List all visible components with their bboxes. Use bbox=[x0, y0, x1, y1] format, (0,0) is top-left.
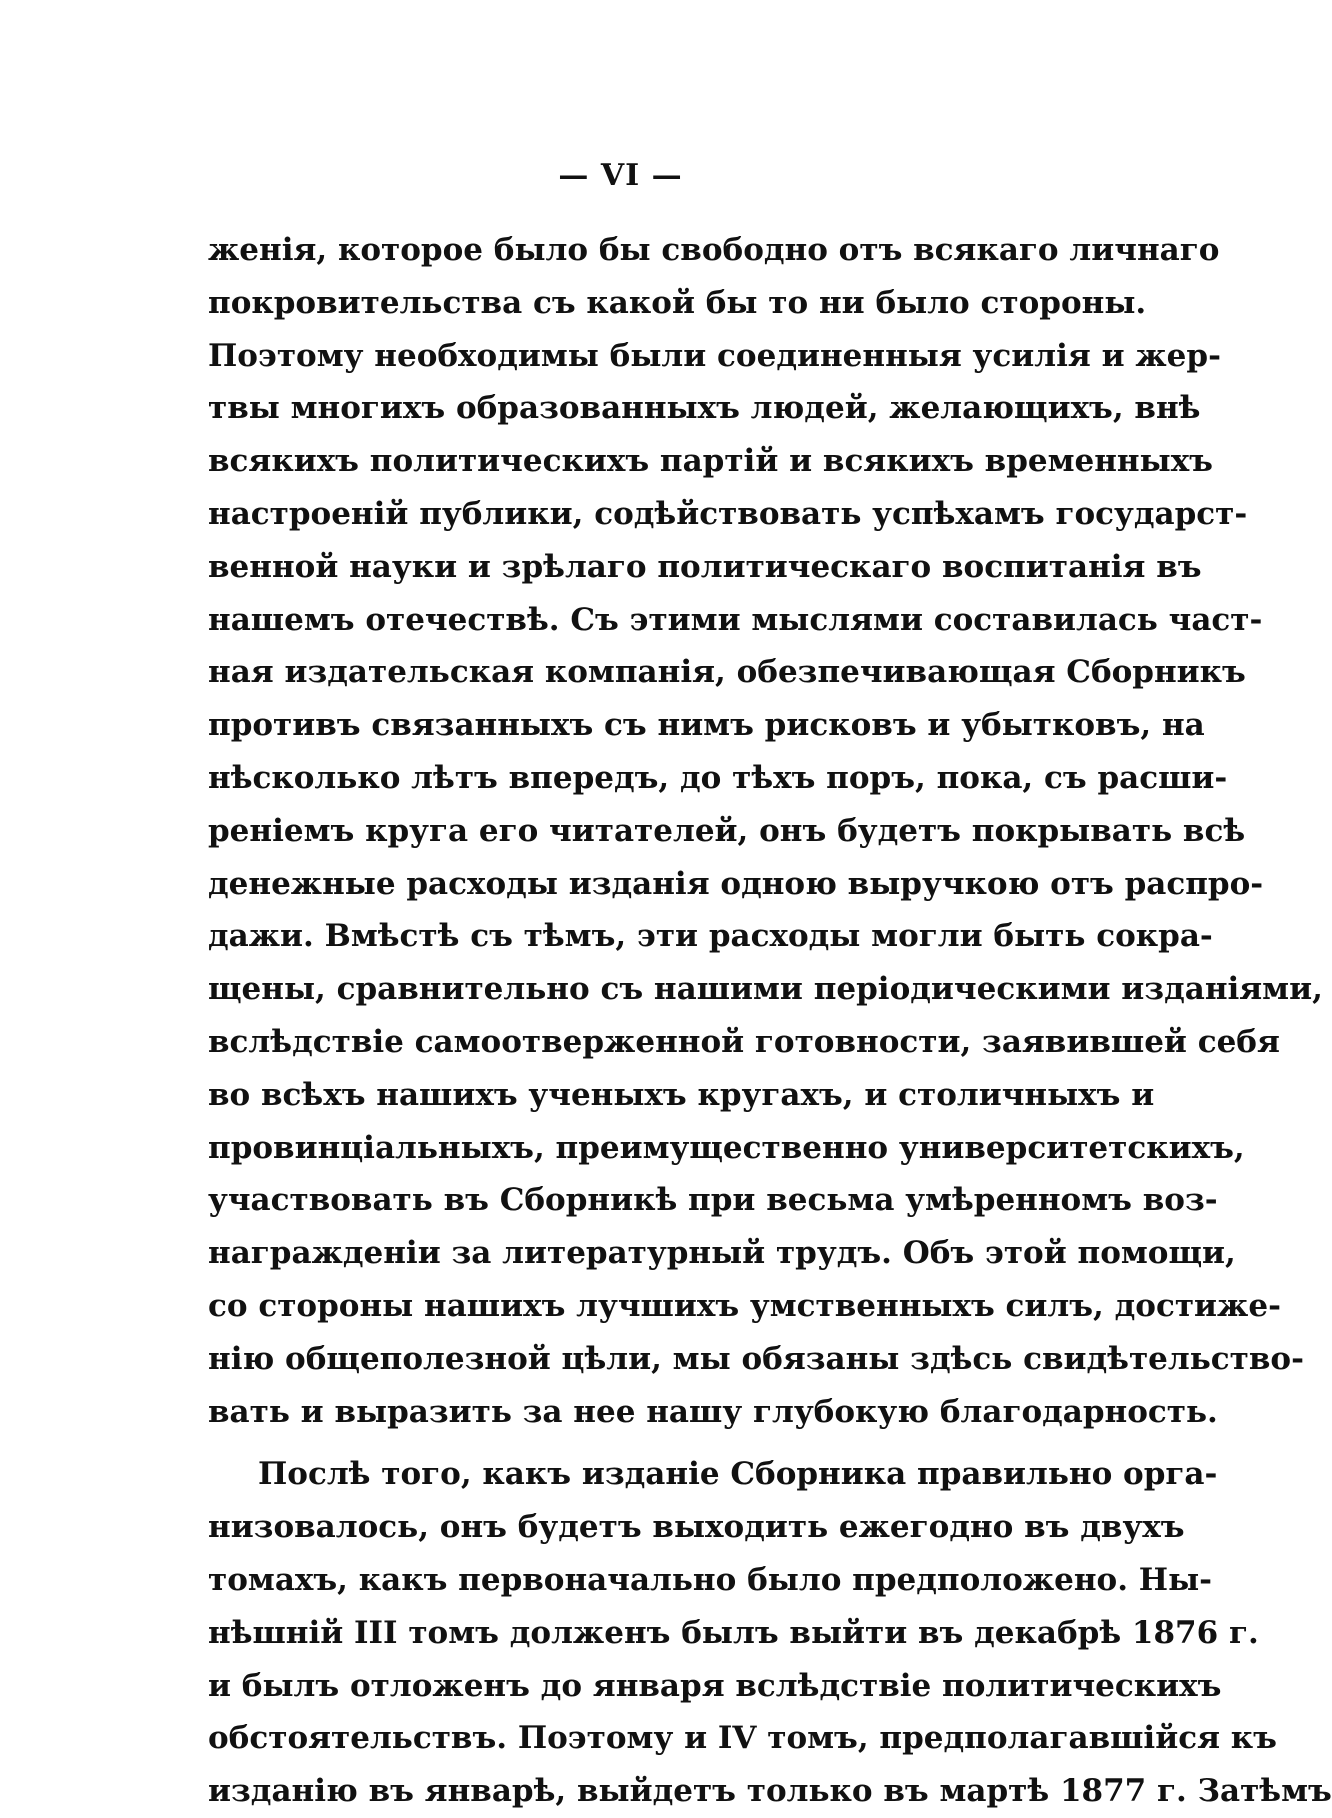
text-line: противъ связанныхъ съ нимъ рисковъ и убытковъ, на bbox=[208, 707, 1205, 744]
text-line: твы многихъ образованныхъ людей, желающихъ, внѣ bbox=[208, 390, 1201, 427]
text-line: ная издательская компанія, обезпечивающая Сборникъ bbox=[208, 654, 1246, 691]
text-line: вать и выразить за нее нашу глубокую благодарность. bbox=[208, 1393, 1218, 1430]
text-line: женія, которое было бы свободно отъ всякаго личнаго bbox=[208, 232, 1220, 268]
text-line: нѣшній III томъ долженъ былъ выйти въ декабрѣ 1876 г. bbox=[208, 1614, 1259, 1651]
paragraph-2 bbox=[208, 1448, 1332, 1818]
text-line: участвовать въ Сборникѣ при весьма умѣренномъ воз- bbox=[208, 1182, 1218, 1219]
text-line: настроеній публики, содѣйствовать успѣхамъ государст- bbox=[208, 495, 1248, 532]
text-line: нію общеполезной цѣли, мы обязаны здѣсь свидѣтельство- bbox=[208, 1340, 1304, 1377]
paragraph-1 bbox=[208, 224, 1323, 1438]
text-line: обстоятельствъ. Поэтому и IV томъ, предполагавшійся къ bbox=[208, 1720, 1277, 1757]
text-line: томахъ, какъ первоначально было предположено. Ны- bbox=[208, 1561, 1213, 1598]
text-line: и былъ отложенъ до января вслѣдствіе политическихъ bbox=[208, 1667, 1222, 1704]
text-line: реніемъ круга его читателей, онъ будетъ покрывать всѣ bbox=[208, 812, 1246, 849]
paragraph-spacer bbox=[208, 1438, 1044, 1448]
body-text bbox=[208, 224, 1332, 1818]
text-line: со стороны нашихъ лучшихъ умственныхъ силъ, достиже- bbox=[208, 1287, 1281, 1324]
text-line: изданію въ январѣ, выйдетъ только въ мартѣ 1877 г. Затѣмъ bbox=[208, 1773, 1332, 1810]
text-line: всякихъ политическихъ партій и всякихъ временныхъ bbox=[208, 443, 1213, 480]
text-line: Поэтому необходимы были соединенныя усилія и жер- bbox=[208, 337, 1221, 374]
text-line: нѣсколько лѣтъ впередъ, до тѣхъ поръ, пока, съ расши- bbox=[208, 759, 1228, 796]
text-line: покровительства съ какой бы то ни было стороны. bbox=[208, 284, 1147, 321]
text-line: вслѣдствіе самоотверженной готовности, заявившей себя bbox=[208, 1023, 1280, 1060]
text-line: дажи. Вмѣстѣ съ тѣмъ, эти расходы могли быть сокра- bbox=[208, 918, 1213, 955]
page-number: — VI — bbox=[558, 158, 683, 193]
text-line: провинціальныхъ, преимущественно университетскихъ, bbox=[208, 1129, 1245, 1166]
text-line: нашемъ отечествѣ. Съ этими мыслями составилась част- bbox=[208, 601, 1263, 638]
text-line: низовалось, онъ будетъ выходить ежегодно въ двухъ bbox=[208, 1509, 1185, 1546]
text-line: денежные расходы изданія одною выручкою отъ распро- bbox=[208, 865, 1264, 902]
text-line: венной науки и зрѣлаго политическаго воспитанія въ bbox=[208, 548, 1202, 585]
text-line: во всѣхъ нашихъ ученыхъ кругахъ, и столичныхъ и bbox=[208, 1076, 1155, 1113]
text-line: щены, сравнительно съ нашими періодическими изданіями, bbox=[208, 971, 1323, 1008]
text-line: награжденіи за литературный трудъ. Объ этой помощи, bbox=[208, 1235, 1236, 1272]
text-line: Послѣ того, какъ изданіе Сборника правильно орга- bbox=[258, 1456, 1218, 1493]
